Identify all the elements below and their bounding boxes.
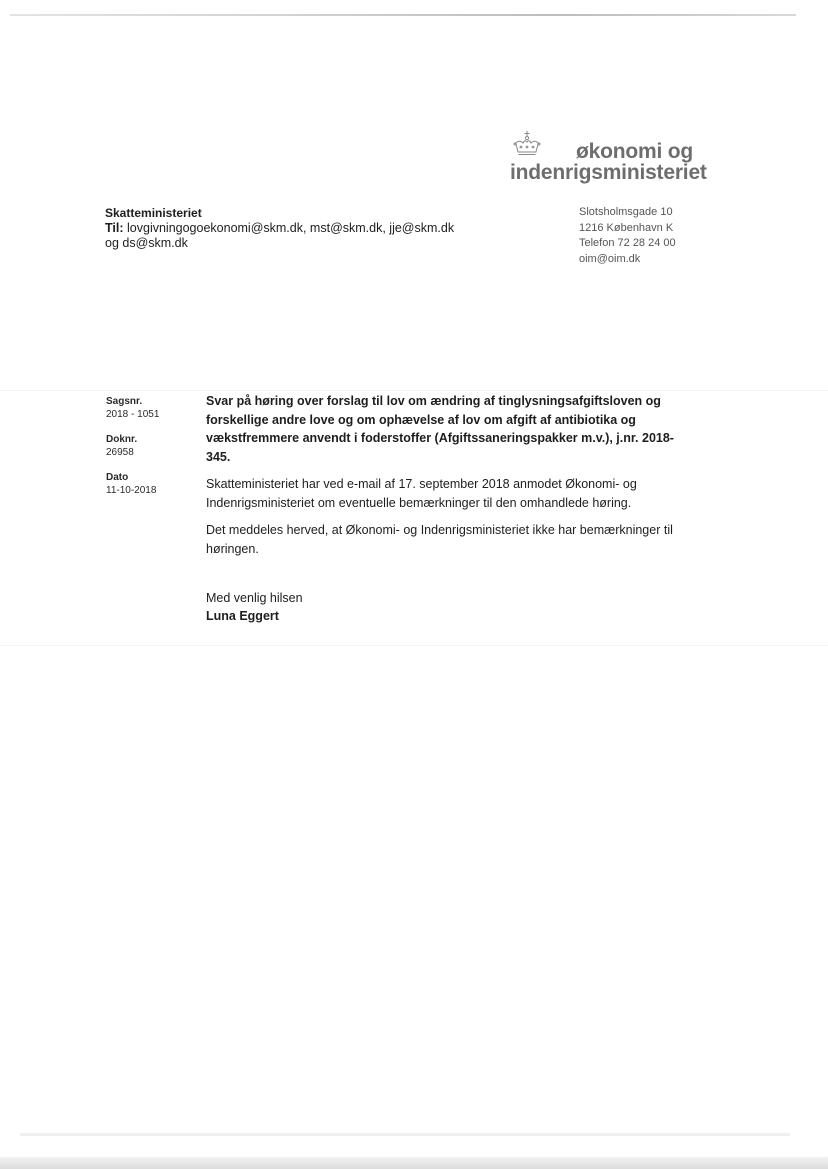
letter-paragraph-2: Det meddeles herved, at Økonomi- og Indenrigsministeriet ikke har bemærkninger til høringen. <box>206 523 673 556</box>
address-city: 1216 København K <box>579 221 674 234</box>
case-number-label: Sagsnr. <box>106 396 143 407</box>
recipient-block <box>105 206 454 251</box>
letter-subject: Svar på høring over forslag til lov om ændring af tinglysningsafgiftsloven og forskellige andre love og om ophævelse af lov om afgift af antibiotika og vækstfremmere anvendt i foderstoffer (Afgiftssaneringspakker m.v.), j.nr. 2018-345. <box>206 394 674 464</box>
date-label: Dato <box>106 472 129 483</box>
meta-date <box>106 472 159 497</box>
meta-document <box>106 434 159 459</box>
crown-icon <box>512 130 542 158</box>
recipient-emails: lovgivningogoekonomi@skm.dk, mst@skm.dk, jje@skm.dk <box>127 221 455 235</box>
scan-band <box>0 645 828 646</box>
scan-band <box>0 390 828 391</box>
logo-text-line1: økonomi og <box>576 140 693 163</box>
letter-body <box>206 392 696 625</box>
recipient-to-line <box>105 221 454 236</box>
scan-edge-top <box>10 14 796 16</box>
ministry-logo <box>510 130 710 190</box>
letter-signature: Luna Eggert <box>206 609 279 623</box>
document-number-label: Doknr. <box>106 434 138 445</box>
document-number-value: 26958 <box>106 447 134 458</box>
letter-paragraph-1: Skatteministeriet har ved e-mail af 17. september 2018 anmodet Økonomi- og Indenrigsministeriet om eventuelle bemærkninger til den omhandlede høring. <box>206 477 637 510</box>
date-value: 11-10-2018 <box>106 485 157 496</box>
scan-edge-bottom <box>0 1157 828 1169</box>
recipient-to-label: Til: <box>105 221 124 235</box>
case-number-value: 2018 - 1051 <box>106 409 160 420</box>
logo-text-line2: indenrigsministeriet <box>510 161 707 184</box>
scan-edge-bottom-line <box>20 1133 790 1136</box>
recipient-emails-continued: og ds@skm.dk <box>105 236 188 250</box>
address-phone: Telefon 72 28 24 00 <box>579 237 676 249</box>
meta-case <box>106 396 159 421</box>
recipient-organization: Skatteministeriet <box>105 206 202 220</box>
letter-greeting: Med venlig hilsen <box>206 591 303 605</box>
address-email: oim@oim.dk <box>579 252 641 265</box>
sender-address <box>579 205 676 267</box>
address-street: Slotsholmsgade 10 <box>579 206 673 218</box>
document-meta <box>106 396 159 510</box>
